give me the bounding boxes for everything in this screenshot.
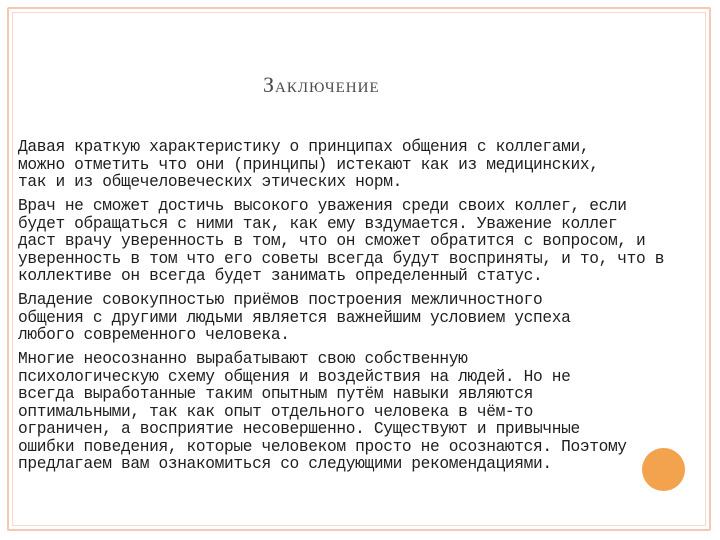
paragraph-2: Врач не сможет достичь высокого уважения среди своих коллег, если будет обращаться с ними так, как ему вздумается. Уважение коллег даст врачу уверенность в том, что он сможет обратится с вопросом, и уверенность в том что его советы всегда будут восприняты, и то, что в коллективе он всегда будет занимать определенный статус. [18,197,665,285]
slide-title: Заключение [263,72,380,97]
paragraph-4: Многие неосознанно вырабатывают свою собственную психологическую схему общения и воздействия на людей. Но не всегда выработанные таким опытным путём навыки являются оптимальными, так как опыт отдельного человека в чём-то ограничен, а восприятие несовершенно. Существуют и привычные ошибки поведения, которые человеком просто не осознаются. Поэтому предлагаем вам ознакомиться со следующими рекомендациями. [18,350,627,473]
paragraph-1: Давая краткую характеристику о принципах общения с коллегами, можно отметить что они (принципы) истекают как из медицинских, так и из общечеловеческих этических норм. [18,138,599,191]
paragraph-3: Владение совокупностью приёмов построения межличностного общения с другими людьми является важнейшим условием успеха любого современного человека. [18,291,571,344]
accent-dot-icon [642,448,685,491]
slide-body [18,139,698,480]
